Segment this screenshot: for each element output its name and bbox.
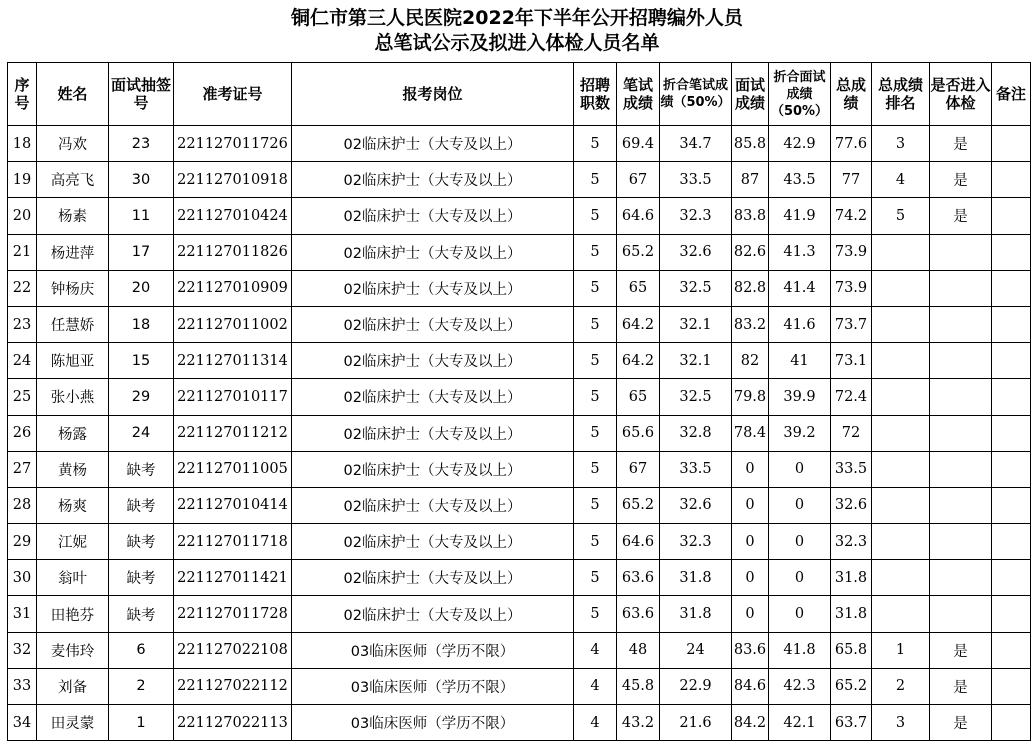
cell-interview-50: 41.9 <box>769 198 831 234</box>
cell-total: 72 <box>831 415 872 451</box>
cell-rank <box>872 560 930 596</box>
table-row <box>8 560 1031 596</box>
cell-written: 64.6 <box>617 198 660 234</box>
cell-interview-50: 41.8 <box>769 632 831 668</box>
cell-no: 33 <box>8 668 37 704</box>
table-row <box>8 705 1031 741</box>
cell-note <box>992 487 1031 523</box>
cell-written: 67 <box>617 162 660 198</box>
cell-name: 任慧娇 <box>37 306 109 342</box>
table-row <box>8 632 1031 668</box>
cell-physical <box>930 596 992 632</box>
cell-rank: 3 <box>872 705 930 741</box>
cell-draw: 缺考 <box>109 560 174 596</box>
cell-draw: 1 <box>109 705 174 741</box>
cell-rank <box>872 596 930 632</box>
table-row <box>8 415 1031 451</box>
cell-written-50: 22.9 <box>660 668 732 704</box>
cell-no: 31 <box>8 596 37 632</box>
cell-note <box>992 415 1031 451</box>
cell-note <box>992 668 1031 704</box>
cell-draw: 20 <box>109 270 174 306</box>
cell-exam-id: 221127010918 <box>174 162 292 198</box>
cell-rank <box>872 379 930 415</box>
cell-total: 73.1 <box>831 343 872 379</box>
cell-interview-50: 39.2 <box>769 415 831 451</box>
cell-no: 25 <box>8 379 37 415</box>
cell-post: 02临床护士（大专及以上） <box>292 270 574 306</box>
cell-total: 74.2 <box>831 198 872 234</box>
cell-physical <box>930 560 992 596</box>
cell-rank <box>872 487 930 523</box>
cell-total: 65.2 <box>831 668 872 704</box>
cell-interview-50: 42.9 <box>769 126 831 162</box>
cell-no: 23 <box>8 306 37 342</box>
header-name: 姓名 <box>37 63 109 126</box>
cell-total: 77.6 <box>831 126 872 162</box>
cell-name: 杨素 <box>37 198 109 234</box>
cell-post: 02临床护士（大专及以上） <box>292 415 574 451</box>
cell-interview: 84.6 <box>732 668 769 704</box>
cell-post: 02临床护士（大专及以上） <box>292 487 574 523</box>
cell-written: 65.2 <box>617 487 660 523</box>
cell-written: 64.6 <box>617 524 660 560</box>
cell-quota: 5 <box>574 162 617 198</box>
cell-exam-id: 221127011002 <box>174 306 292 342</box>
cell-interview-50: 41 <box>769 343 831 379</box>
cell-draw: 11 <box>109 198 174 234</box>
cell-quota: 5 <box>574 270 617 306</box>
cell-written-50: 32.6 <box>660 234 732 270</box>
cell-total: 31.8 <box>831 560 872 596</box>
cell-draw: 缺考 <box>109 596 174 632</box>
cell-note <box>992 632 1031 668</box>
header-rank: 总成绩排名 <box>872 63 930 126</box>
cell-rank: 1 <box>872 632 930 668</box>
cell-total: 73.9 <box>831 234 872 270</box>
cell-written-50: 32.1 <box>660 343 732 379</box>
cell-exam-id: 221127022108 <box>174 632 292 668</box>
table-row <box>8 668 1031 704</box>
cell-post: 02临床护士（大专及以上） <box>292 343 574 379</box>
results-table <box>7 62 1031 741</box>
cell-total: 32.3 <box>831 524 872 560</box>
cell-interview-50: 0 <box>769 560 831 596</box>
document-title <box>0 0 1034 56</box>
header-exam-id: 准考证号 <box>174 63 292 126</box>
cell-name: 刘备 <box>37 668 109 704</box>
table-row <box>8 198 1031 234</box>
cell-written-50: 32.5 <box>660 379 732 415</box>
cell-note <box>992 198 1031 234</box>
cell-name: 杨爽 <box>37 487 109 523</box>
cell-quota: 5 <box>574 560 617 596</box>
cell-written-50: 32.6 <box>660 487 732 523</box>
cell-no: 21 <box>8 234 37 270</box>
cell-interview-50: 0 <box>769 487 831 523</box>
table-row <box>8 162 1031 198</box>
cell-exam-id: 221127011314 <box>174 343 292 379</box>
cell-quota: 5 <box>574 451 617 487</box>
cell-exam-id: 221127010414 <box>174 487 292 523</box>
cell-exam-id: 221127011421 <box>174 560 292 596</box>
cell-physical <box>930 306 992 342</box>
cell-interview-50: 42.1 <box>769 705 831 741</box>
cell-quota: 5 <box>574 234 617 270</box>
cell-post: 02临床护士（大专及以上） <box>292 126 574 162</box>
cell-written: 67 <box>617 451 660 487</box>
cell-note <box>992 234 1031 270</box>
cell-name: 翁叶 <box>37 560 109 596</box>
cell-written-50: 32.8 <box>660 415 732 451</box>
cell-interview-50: 39.9 <box>769 379 831 415</box>
cell-post: 02临床护士（大专及以上） <box>292 306 574 342</box>
cell-interview-50: 42.3 <box>769 668 831 704</box>
cell-draw: 15 <box>109 343 174 379</box>
cell-quota: 5 <box>574 487 617 523</box>
cell-note <box>992 596 1031 632</box>
header-post: 报考岗位 <box>292 63 574 126</box>
cell-note <box>992 126 1031 162</box>
cell-physical <box>930 487 992 523</box>
cell-exam-id: 221127011726 <box>174 126 292 162</box>
cell-total: 73.7 <box>831 306 872 342</box>
header-draw: 面试抽签号 <box>109 63 174 126</box>
cell-written-50: 32.3 <box>660 524 732 560</box>
cell-physical <box>930 451 992 487</box>
cell-post: 02临床护士（大专及以上） <box>292 198 574 234</box>
header-written-50: 折合笔试成绩（50%） <box>660 63 732 126</box>
cell-physical <box>930 524 992 560</box>
table-row <box>8 270 1031 306</box>
cell-total: 65.8 <box>831 632 872 668</box>
cell-interview: 83.6 <box>732 632 769 668</box>
cell-rank: 5 <box>872 198 930 234</box>
table-row <box>8 487 1031 523</box>
cell-written: 63.6 <box>617 560 660 596</box>
header-interview: 面试成绩 <box>732 63 769 126</box>
cell-quota: 5 <box>574 198 617 234</box>
cell-name: 黄杨 <box>37 451 109 487</box>
cell-rank <box>872 451 930 487</box>
cell-draw: 24 <box>109 415 174 451</box>
cell-name: 田艳芬 <box>37 596 109 632</box>
cell-exam-id: 221127010909 <box>174 270 292 306</box>
cell-physical <box>930 343 992 379</box>
cell-post: 02临床护士（大专及以上） <box>292 162 574 198</box>
header-written: 笔试成绩 <box>617 63 660 126</box>
cell-written-50: 31.8 <box>660 596 732 632</box>
cell-physical <box>930 234 992 270</box>
cell-post: 02临床护士（大专及以上） <box>292 379 574 415</box>
cell-interview: 85.8 <box>732 126 769 162</box>
cell-interview-50: 41.6 <box>769 306 831 342</box>
cell-interview: 78.4 <box>732 415 769 451</box>
header-interview-50: 折合面试成绩（50%） <box>769 63 831 126</box>
cell-total: 77 <box>831 162 872 198</box>
cell-name: 张小燕 <box>37 379 109 415</box>
cell-written-50: 24 <box>660 632 732 668</box>
cell-interview: 0 <box>732 596 769 632</box>
cell-interview-50: 41.4 <box>769 270 831 306</box>
table-row <box>8 126 1031 162</box>
cell-written-50: 34.7 <box>660 126 732 162</box>
cell-exam-id: 221127010424 <box>174 198 292 234</box>
cell-interview: 83.8 <box>732 198 769 234</box>
cell-physical <box>930 379 992 415</box>
cell-exam-id: 221127011212 <box>174 415 292 451</box>
cell-total: 32.6 <box>831 487 872 523</box>
cell-interview: 0 <box>732 560 769 596</box>
cell-written: 63.6 <box>617 596 660 632</box>
cell-post: 02临床护士（大专及以上） <box>292 524 574 560</box>
cell-exam-id: 221127022112 <box>174 668 292 704</box>
table-row <box>8 379 1031 415</box>
cell-interview-50: 0 <box>769 596 831 632</box>
cell-post: 03临床医师（学历不限） <box>292 668 574 704</box>
cell-no: 18 <box>8 126 37 162</box>
cell-physical: 是 <box>930 632 992 668</box>
cell-exam-id: 221127011728 <box>174 596 292 632</box>
cell-interview: 79.8 <box>732 379 769 415</box>
cell-written-50: 21.6 <box>660 705 732 741</box>
cell-note <box>992 451 1031 487</box>
cell-note <box>992 560 1031 596</box>
table-row <box>8 524 1031 560</box>
cell-exam-id: 221127011005 <box>174 451 292 487</box>
cell-written: 65 <box>617 270 660 306</box>
cell-rank <box>872 524 930 560</box>
cell-written-50: 33.5 <box>660 162 732 198</box>
table-row <box>8 343 1031 379</box>
cell-no: 34 <box>8 705 37 741</box>
cell-note <box>992 162 1031 198</box>
cell-name: 杨露 <box>37 415 109 451</box>
cell-post: 03临床医师（学历不限） <box>292 632 574 668</box>
cell-written: 48 <box>617 632 660 668</box>
cell-rank: 3 <box>872 126 930 162</box>
cell-draw: 30 <box>109 162 174 198</box>
cell-draw: 18 <box>109 306 174 342</box>
cell-physical: 是 <box>930 668 992 704</box>
cell-physical <box>930 415 992 451</box>
header-row <box>8 63 1031 126</box>
table-body <box>8 126 1031 741</box>
cell-physical: 是 <box>930 126 992 162</box>
header-physical: 是否进入体检 <box>930 63 992 126</box>
cell-no: 27 <box>8 451 37 487</box>
cell-written-50: 32.5 <box>660 270 732 306</box>
cell-interview: 87 <box>732 162 769 198</box>
cell-total: 63.7 <box>831 705 872 741</box>
cell-written: 43.2 <box>617 705 660 741</box>
cell-name: 田灵蒙 <box>37 705 109 741</box>
cell-interview-50: 0 <box>769 451 831 487</box>
cell-name: 陈旭亚 <box>37 343 109 379</box>
table-row <box>8 234 1031 270</box>
cell-rank <box>872 270 930 306</box>
cell-written-50: 31.8 <box>660 560 732 596</box>
cell-note <box>992 379 1031 415</box>
title-line-2: 总笔试公示及拟进入体检人员名单 <box>374 32 660 54</box>
cell-interview-50: 43.5 <box>769 162 831 198</box>
cell-quota: 5 <box>574 524 617 560</box>
cell-rank <box>872 234 930 270</box>
cell-interview-50: 0 <box>769 524 831 560</box>
cell-no: 30 <box>8 560 37 596</box>
cell-rank: 2 <box>872 668 930 704</box>
cell-name: 麦伟玲 <box>37 632 109 668</box>
cell-interview: 82.8 <box>732 270 769 306</box>
cell-physical <box>930 270 992 306</box>
cell-no: 32 <box>8 632 37 668</box>
cell-note <box>992 306 1031 342</box>
title-line-1: 铜仁市第三人民医院2022年下半年公开招聘编外人员 <box>291 7 743 29</box>
header-no: 序号 <box>8 63 37 126</box>
cell-post: 02临床护士（大专及以上） <box>292 234 574 270</box>
cell-post: 02临床护士（大专及以上） <box>292 451 574 487</box>
cell-interview: 82 <box>732 343 769 379</box>
cell-written: 65.2 <box>617 234 660 270</box>
cell-interview: 84.2 <box>732 705 769 741</box>
cell-draw: 29 <box>109 379 174 415</box>
cell-note <box>992 524 1031 560</box>
cell-draw: 17 <box>109 234 174 270</box>
cell-quota: 5 <box>574 126 617 162</box>
cell-draw: 23 <box>109 126 174 162</box>
cell-physical: 是 <box>930 198 992 234</box>
cell-written: 64.2 <box>617 306 660 342</box>
cell-total: 31.8 <box>831 596 872 632</box>
cell-rank <box>872 415 930 451</box>
cell-no: 20 <box>8 198 37 234</box>
cell-note <box>992 270 1031 306</box>
header-total: 总成绩 <box>831 63 872 126</box>
cell-written: 65 <box>617 379 660 415</box>
cell-written-50: 32.3 <box>660 198 732 234</box>
cell-no: 28 <box>8 487 37 523</box>
cell-draw: 2 <box>109 668 174 704</box>
header-note: 备注 <box>992 63 1031 126</box>
cell-post: 02临床护士（大专及以上） <box>292 560 574 596</box>
cell-quota: 5 <box>574 306 617 342</box>
cell-note <box>992 343 1031 379</box>
cell-exam-id: 221127022113 <box>174 705 292 741</box>
cell-written: 65.6 <box>617 415 660 451</box>
cell-quota: 5 <box>574 596 617 632</box>
cell-no: 24 <box>8 343 37 379</box>
cell-no: 22 <box>8 270 37 306</box>
cell-post: 02临床护士（大专及以上） <box>292 596 574 632</box>
cell-name: 杨进萍 <box>37 234 109 270</box>
cell-total: 33.5 <box>831 451 872 487</box>
cell-interview: 0 <box>732 487 769 523</box>
cell-written: 69.4 <box>617 126 660 162</box>
cell-interview: 82.6 <box>732 234 769 270</box>
cell-draw: 缺考 <box>109 451 174 487</box>
cell-interview: 0 <box>732 451 769 487</box>
cell-quota: 4 <box>574 632 617 668</box>
cell-written-50: 32.1 <box>660 306 732 342</box>
cell-rank <box>872 306 930 342</box>
cell-draw: 缺考 <box>109 524 174 560</box>
cell-draw: 6 <box>109 632 174 668</box>
cell-quota: 5 <box>574 415 617 451</box>
cell-name: 钟杨庆 <box>37 270 109 306</box>
cell-interview: 83.2 <box>732 306 769 342</box>
cell-draw: 缺考 <box>109 487 174 523</box>
cell-quota: 4 <box>574 668 617 704</box>
cell-exam-id: 221127011718 <box>174 524 292 560</box>
table-row <box>8 451 1031 487</box>
cell-note <box>992 705 1031 741</box>
cell-written: 45.8 <box>617 668 660 704</box>
cell-rank: 4 <box>872 162 930 198</box>
cell-total: 73.9 <box>831 270 872 306</box>
header-quota: 招聘职数 <box>574 63 617 126</box>
cell-total: 72.4 <box>831 379 872 415</box>
cell-no: 29 <box>8 524 37 560</box>
cell-physical: 是 <box>930 705 992 741</box>
cell-interview-50: 41.3 <box>769 234 831 270</box>
cell-quota: 4 <box>574 705 617 741</box>
cell-quota: 5 <box>574 379 617 415</box>
cell-rank <box>872 343 930 379</box>
cell-quota: 5 <box>574 343 617 379</box>
table-row <box>8 596 1031 632</box>
cell-exam-id: 221127010117 <box>174 379 292 415</box>
cell-physical: 是 <box>930 162 992 198</box>
cell-name: 江妮 <box>37 524 109 560</box>
cell-no: 26 <box>8 415 37 451</box>
cell-written: 64.2 <box>617 343 660 379</box>
cell-written-50: 33.5 <box>660 451 732 487</box>
cell-no: 19 <box>8 162 37 198</box>
cell-name: 冯欢 <box>37 126 109 162</box>
cell-name: 高亮飞 <box>37 162 109 198</box>
cell-interview: 0 <box>732 524 769 560</box>
cell-exam-id: 221127011826 <box>174 234 292 270</box>
table-row <box>8 306 1031 342</box>
cell-post: 03临床医师（学历不限） <box>292 705 574 741</box>
